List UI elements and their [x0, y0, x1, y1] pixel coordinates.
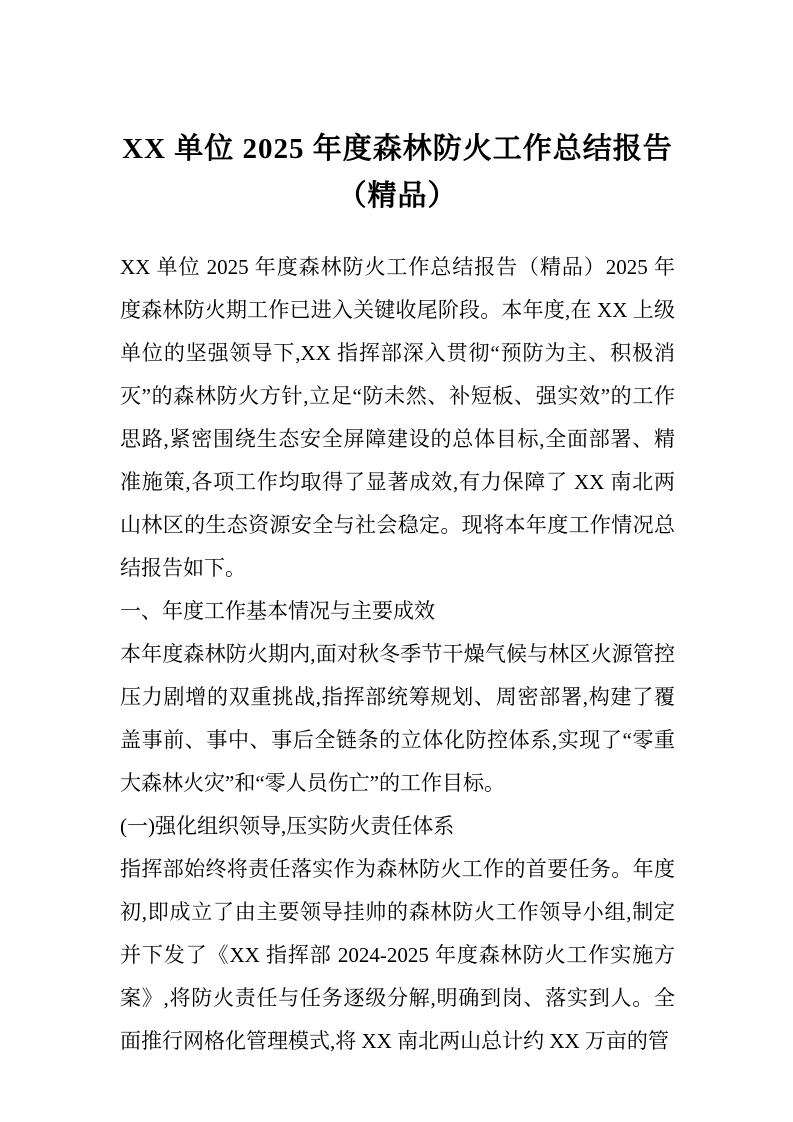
document-body — [120, 246, 675, 1063]
document-title-line-1: XX 单位 2025 年度森林防火工作总结报告 — [122, 133, 673, 165]
document-title — [120, 126, 675, 220]
paragraph: 本年度森林防火期内,面对秋冬季节干燥气候与林区火源管控压力剧增的双重挑战,指挥部统筹规划、周密部署,构建了覆盖事前、事中、事后全链条的立体化防控体系,实现了“零重大森林火灾”和“零人员伤亡”的工作目标。 — [120, 642, 675, 795]
section-heading: (一)强化组织领导,压实防火责任体系 — [120, 814, 455, 838]
paragraph: 指挥部始终将责任落实作为森林防火工作的首要任务。年度初,即成立了由主要领导挂帅的森林防火工作领导小组,制定并下发了《XX 指挥部 2024-2025 年度森林防火工作实施方案》,将防火责任与任务逐级分解,明确到岗、落实到人。全面推行网格化管理模式,将 XX 南北两山总计约 XX 万亩的管 — [120, 857, 675, 1053]
section-heading: 一、年度工作基本情况与主要成效 — [120, 599, 435, 623]
paragraph: XX 单位 2025 年度森林防火工作总结报告（精品）2025 年度森林防火期工作已进入关键收尾阶段。本年度,在 XX 上级单位的坚强领导下,XX 指挥部深入贯彻“预防为主、积极消灭”的森林防火方针,立足“防未然、补短板、强实效”的工作思路,紧密围绕生态安全屏障建设的总体目标,全面部署、精准施策,各项工作均取得了显著成效,有力保障了 XX 南北两山林区的生态资源安全与社会稳定。现将本年度工作情况总结报告如下。 — [120, 255, 675, 580]
document-title-line-2: （精品） — [337, 180, 458, 212]
